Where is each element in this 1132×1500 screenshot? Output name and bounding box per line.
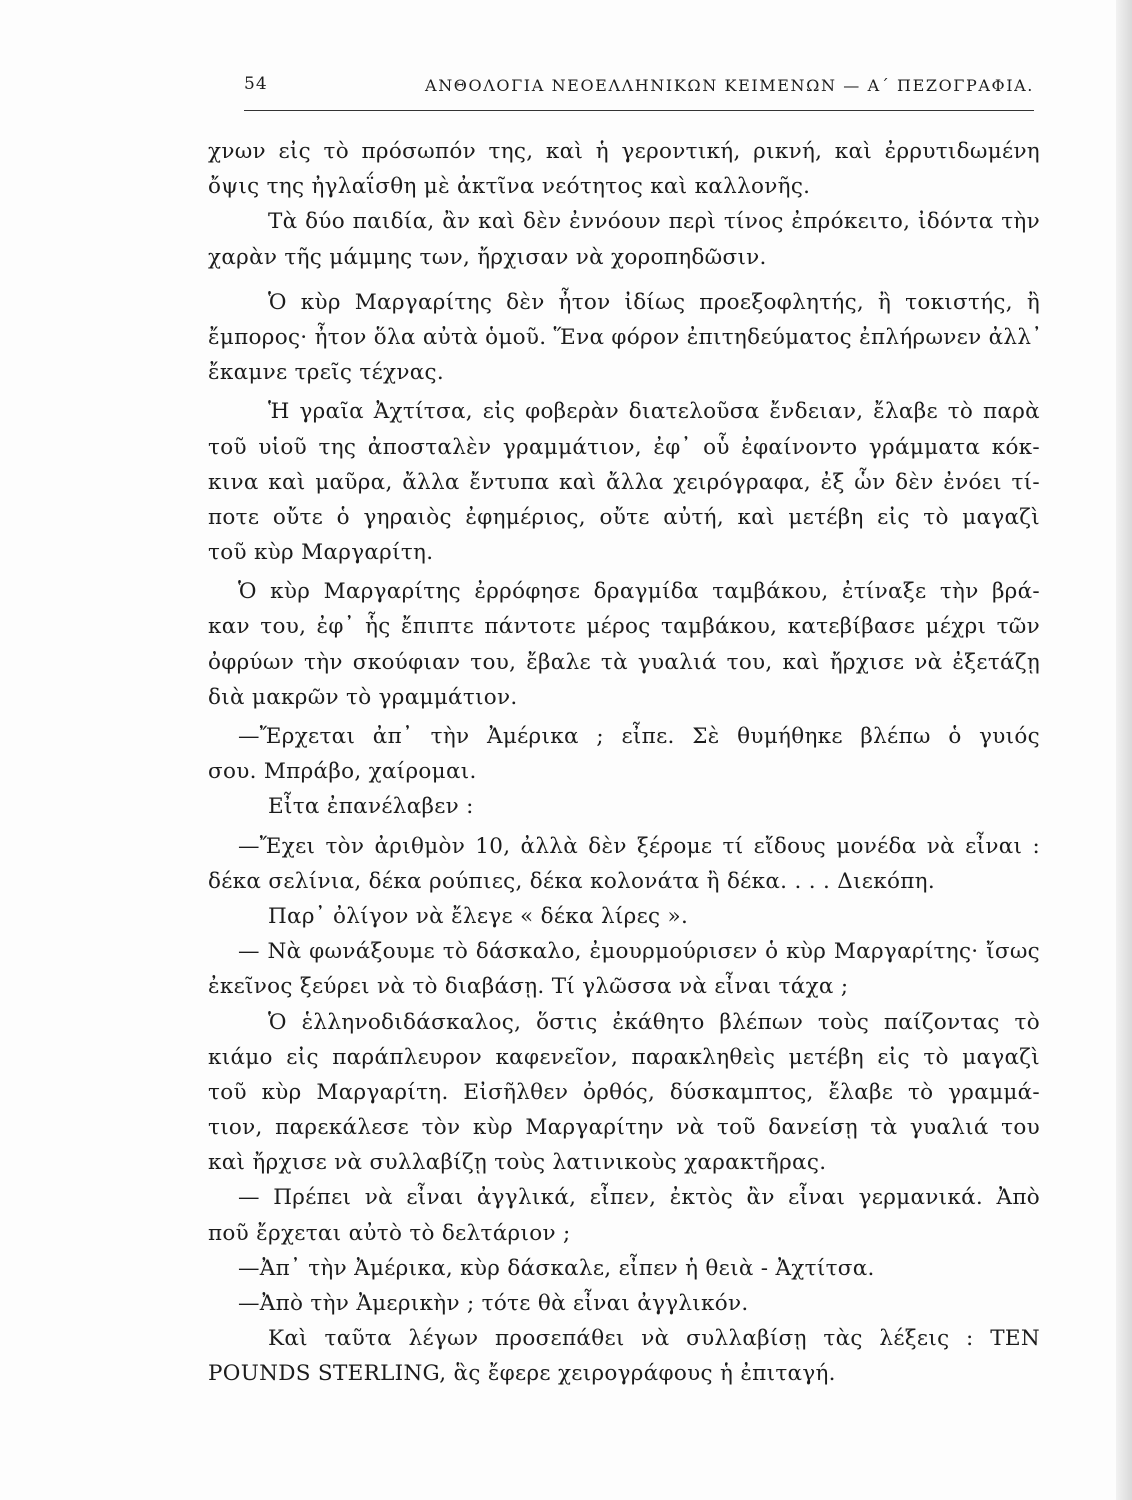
text-line: καὶ ἤρχισε νὰ συλλαβίζῃ τοὺς λατινικοὺς χαρακτῆρας. <box>208 1150 827 1176</box>
text-line: ὀφρύων τὴν σκούφιαν του, ἔβαλε τὰ γυαλιά του, καὶ ἤρχισε νὰ ἐξετάζῃ <box>208 649 1040 675</box>
text-line: — Πρέπει νὰ εἶναι ἀγγλικά, εἶπεν, ἐκτὸς ἂν εἶναι γερμανικά. Ἀπὸ <box>238 1185 1040 1211</box>
text-line: ποτε οὔτε ὁ γηραιὸς ἐφημέριος, οὔτε αὐτή, καὶ μετέβη εἰς τὸ μαγαζὶ <box>208 504 1040 530</box>
text-line: τιον, παρεκάλεσε τὸν κὺρ Μαργαρίτην νὰ τοῦ δανείσῃ τὰ γυαλιά του <box>208 1115 1040 1141</box>
text-line: —Ἔρχεται ἀπ᾽ τὴν Ἀμέρικα ; εἶπε. Σὲ θυμήθηκε βλέπω ὁ γυιός <box>238 724 1040 749</box>
text-line: Ὁ κὺρ Μαργαρίτης ἐρρόφησε δραγμίδα ταμβάκου, ἐτίναξε τὴν βρά- <box>238 579 1040 605</box>
page-number: 54 <box>244 74 268 94</box>
text-line: Τὰ δύο παιδία, ἂν καὶ δὲν ἐννόουν περὶ τίνος ἐπρόκειτο, ἰδόντα τὴν <box>268 209 1040 235</box>
text-line: ἔκαμνε τρεῖς τέχνας. <box>208 360 445 386</box>
text-line: τοῦ κὺρ Μαργαρίτη. <box>208 540 434 566</box>
text-line: POUNDS STERLING, ἃς ἔφερε χειρογράφους ἡ ἐπιταγή. <box>208 1361 836 1387</box>
text-line: Παρ᾽ ὀλίγον νὰ ἔλεγε « δέκα λίρες ». <box>268 903 689 929</box>
text-line: —Ἀπὸ τὴν Ἀμερικὴν ; τότε θὰ εἶναι ἀγγλικόν. <box>238 1291 749 1316</box>
text-line: ποῦ ἔρχεται αὐτὸ τὸ δελτάριον ; <box>208 1220 571 1246</box>
text-line: ἐκεῖνος ξεύρει νὰ τὸ διαβάσῃ. Τί γλῶσσα νὰ εἶναι τάχα ; <box>208 974 849 1000</box>
running-head: ΑΝΘΟΛΟΓΙΑ ΝΕΟΕΛΛΗΝΙΚΩΝ ΚΕΙΜΕΝΩΝ — Α΄ ΠΕΖΟΓΡΑΦΙΑ. <box>425 76 1034 95</box>
text-line: κινα καὶ μαῦρα, ἄλλα ἔντυπα καὶ ἄλλα χειρόγραφα, ἐξ ὧν δὲν ἐνόει τί- <box>208 469 1040 495</box>
text-line: Καὶ ταῦτα λέγων προσεπάθει νὰ συλλαβίσῃ τὰς λέξεις : TEN <box>268 1326 1040 1352</box>
text-line: καν του, ἐφ᾽ ἧς ἔπιπτε πάντοτε μέρος ταμβάκου, κατεβίβασε μέχρι τῶν <box>208 614 1040 640</box>
text-line: διὰ μακρῶν τὸ γραμμάτιον. <box>208 684 518 710</box>
text-line: ὄψις της ἠγλαΐσθη μὲ ἀκτῖνα νεότητος καὶ καλλονῆς. <box>208 174 811 200</box>
page-header <box>244 70 1034 111</box>
text-line: κιάμο εἰς παράπλευρον καφενεῖον, παρακληθεὶς μετέβη εἰς τὸ μαγαζὶ <box>208 1044 1040 1070</box>
text-line: δέκα σελίνια, δέκα ρούπιες, δέκα κολονάτα ἢ δέκα. . . . Διεκόπη. <box>208 868 935 894</box>
page-edge-shadow <box>1116 0 1132 1500</box>
text-line: —Ἔχει τὸν ἀριθμὸν 10, ἀλλὰ δὲν ξέρομε τί εἴδους μονέδα νὰ εἶναι : <box>238 833 1040 859</box>
text-line: σου. Μπράβο, χαίρομαι. <box>208 759 477 785</box>
text-line: χαρὰν τῆς μάμμης των, ἤρχισαν νὰ χοροπηδῶσιν. <box>208 244 767 270</box>
text-line: τοῦ κὺρ Μαργαρίτη. Εἰσῆλθεν ὀρθός, δύσκαμπτος, ἔλαβε τὸ γραμμά- <box>208 1079 1040 1105</box>
text-line: Εἶτα ἐπανέλαβεν : <box>268 794 474 820</box>
text-line: Ὁ κὺρ Μαργαρίτης δὲν ἦτον ἰδίως προεξοφλητής, ἢ τοκιστής, ἢ <box>268 289 1040 315</box>
text-line: —Ἀπ᾽ τὴν Ἀμέρικα, κὺρ δάσκαλε, εἶπεν ἡ θειὰ - Ἀχτίτσα. <box>238 1255 875 1281</box>
text-line: — Νὰ φωνάξουμε τὸ δάσκαλο, ἐμουρμούρισεν ὁ κὺρ Μαργαρίτης· ἴσως <box>238 939 1040 965</box>
body-text <box>208 134 1043 1392</box>
text-line: Ὁ ἑλληνοδιδάσκαλος, ὅστις ἐκάθητο βλέπων τοὺς παίζοντας τὸ <box>268 1009 1040 1035</box>
text-line: Ἡ γραῖα Ἀχτίτσα, εἰς φοβερὰν διατελοῦσα ἔνδειαν, ἔλαβε τὸ παρὰ <box>268 399 1040 425</box>
text-line: τοῦ υἱοῦ της ἀποσταλὲν γραμμάτιον, ἐφ᾽ οὗ ἐφαίνοντο γράμματα κόκ- <box>208 434 1040 460</box>
text-line: χνων εἰς τὸ πρόσωπόν της, καὶ ἡ γεροντική, ρικνή, καὶ ἐρρυτιδωμένη <box>208 139 1040 164</box>
text-line: ἔμπορος· ἦτον ὅλα αὐτὰ ὁμοῦ. Ἕνα φόρον ἐπιτηδεύματος ἐπλήρωνεν ἀλλ᾽ <box>208 324 1043 350</box>
